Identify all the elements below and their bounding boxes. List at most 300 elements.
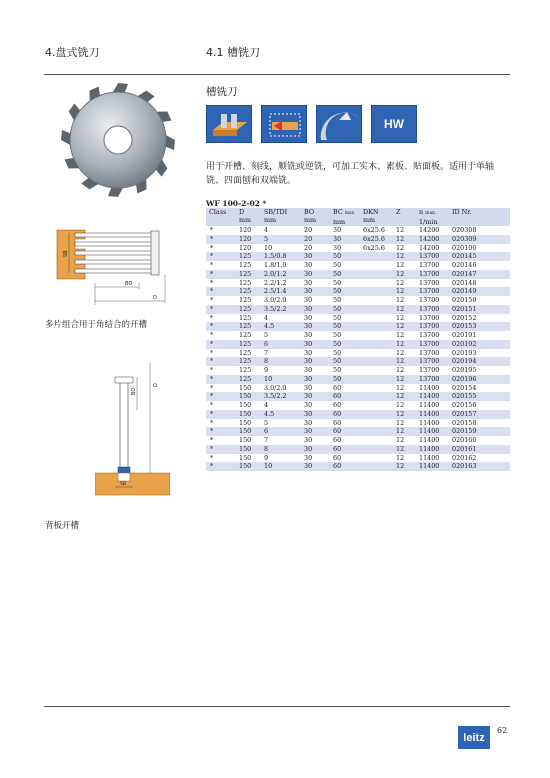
table-cell: 9 [261, 366, 301, 375]
table-cell: 11400 [416, 445, 449, 454]
table-cell: 12 [393, 314, 416, 323]
table-cell: 125 [236, 252, 261, 261]
table-cell: 50 [330, 366, 360, 375]
table-cell: 60 [330, 427, 360, 436]
table-cell: 12 [393, 340, 416, 349]
table-cell: * [206, 454, 236, 463]
table-cell: * [206, 340, 236, 349]
table-cell: 30 [301, 419, 330, 428]
table-cell: 020195 [449, 366, 510, 375]
table-cell: 020153 [449, 322, 510, 331]
table-cell: 50 [330, 357, 360, 366]
table-cell: * [206, 366, 236, 375]
table-row [206, 419, 510, 428]
table-row [206, 340, 510, 349]
table-cell: 4 [261, 226, 301, 235]
table-cell: 6x25.6 [360, 226, 393, 235]
table-row [206, 226, 510, 235]
table-cell: 30 [301, 436, 330, 445]
table-row [206, 349, 510, 358]
table-cell: 5 [261, 235, 301, 244]
bo-dimension-label: BO [125, 281, 133, 287]
table-cell [360, 454, 393, 463]
table-row [206, 401, 510, 410]
table-cell: 13700 [416, 252, 449, 261]
table-cell: 12 [393, 296, 416, 305]
table-cell: * [206, 392, 236, 401]
table-cell: 020157 [449, 410, 510, 419]
table-cell: 11400 [416, 384, 449, 393]
table-cell: 12 [393, 305, 416, 314]
table-cell: 30 [301, 401, 330, 410]
table-cell: 50 [330, 296, 360, 305]
table-row [206, 357, 510, 366]
table-cell: 30 [301, 384, 330, 393]
hw-carbide-icon [371, 105, 417, 143]
sb-dimension-label: SB [120, 482, 126, 487]
table-cell: 20 [301, 226, 330, 235]
table-cell [360, 261, 393, 270]
table-cell: 020191 [449, 331, 510, 340]
table-cell: 150 [236, 392, 261, 401]
col-sb: SB/TDI mm [261, 208, 301, 226]
table-cell: 12 [393, 261, 416, 270]
table-cell: * [206, 384, 236, 393]
table-cell: 150 [236, 410, 261, 419]
table-cell: 120 [236, 226, 261, 235]
header-divider [44, 74, 510, 75]
table-cell: * [206, 436, 236, 445]
table-cell [360, 305, 393, 314]
table-cell: 6x25.6 [360, 235, 393, 244]
table-cell: * [206, 261, 236, 270]
table-cell: 50 [330, 305, 360, 314]
table-cell: * [206, 270, 236, 279]
d-dimension-label: D [153, 295, 157, 301]
table-cell: 12 [393, 279, 416, 288]
table-cell: 125 [236, 314, 261, 323]
table-cell: 50 [330, 322, 360, 331]
table-cell: 150 [236, 427, 261, 436]
table-cell: 30 [301, 314, 330, 323]
table-cell: 4.5 [261, 322, 301, 331]
table-cell [360, 419, 393, 428]
table-row [206, 252, 510, 261]
table-cell: 020149 [449, 287, 510, 296]
table-cell: * [206, 375, 236, 384]
table-cell: 30 [301, 427, 330, 436]
table-row [206, 384, 510, 393]
table-cell: 5 [261, 419, 301, 428]
table-cell: 60 [330, 436, 360, 445]
table-cell: 3.0/2.0 [261, 384, 301, 393]
table-cell: 125 [236, 331, 261, 340]
table-cell [360, 384, 393, 393]
sb-dimension-label: SB [63, 250, 69, 257]
table-cell: 020309 [449, 235, 510, 244]
table-cell: 12 [393, 462, 416, 471]
table-cell: 30 [301, 454, 330, 463]
table-cell: 13700 [416, 314, 449, 323]
col-n: n max. 1/min [416, 208, 449, 226]
table-cell: 30 [301, 357, 330, 366]
table-cell: * [206, 314, 236, 323]
table-cell: 10 [261, 375, 301, 384]
table-cell: 20 [301, 244, 330, 253]
table-cell: 50 [330, 261, 360, 270]
table-row [206, 261, 510, 270]
chapter-title: 4.盘式铣刀 [45, 46, 100, 59]
table-row [206, 366, 510, 375]
col-dkn: DKN mm [360, 208, 393, 226]
table-cell: 12 [393, 436, 416, 445]
table-cell: 60 [330, 392, 360, 401]
table-cell: 13700 [416, 261, 449, 270]
table-cell: 020158 [449, 419, 510, 428]
table-cell: * [206, 357, 236, 366]
table-cell: 020308 [449, 226, 510, 235]
table-cell: * [206, 287, 236, 296]
table-cell: 8 [261, 445, 301, 454]
table-cell: 30 [301, 462, 330, 471]
footer-divider [44, 706, 510, 707]
table-row [206, 314, 510, 323]
table-cell [360, 296, 393, 305]
col-bc: BC max mm [330, 208, 360, 226]
table-cell: 13700 [416, 305, 449, 314]
table-cell: 12 [393, 392, 416, 401]
table-cell: 50 [330, 314, 360, 323]
table-cell: 125 [236, 340, 261, 349]
table-cell [360, 375, 393, 384]
table-cell: 30 [301, 252, 330, 261]
table-cell [360, 410, 393, 419]
table-cell: 020100 [449, 244, 510, 253]
table-cell: * [206, 427, 236, 436]
table-cell: 12 [393, 244, 416, 253]
table-cell: 12 [393, 287, 416, 296]
table-cell: 020193 [449, 349, 510, 358]
table-cell [360, 252, 393, 261]
table-cell: * [206, 305, 236, 314]
table-cell: 020163 [449, 462, 510, 471]
table-cell: 30 [330, 244, 360, 253]
table-cell: 020147 [449, 270, 510, 279]
table-row [206, 296, 510, 305]
table-cell [360, 287, 393, 296]
hw-label: HW [384, 117, 404, 131]
table-cell: 30 [330, 226, 360, 235]
table-cell: 150 [236, 436, 261, 445]
table-cell: 13700 [416, 279, 449, 288]
table-cell: 30 [301, 375, 330, 384]
table-cell: 30 [301, 445, 330, 454]
table-row [206, 305, 510, 314]
table-cell: 12 [393, 427, 416, 436]
table-cell: 50 [330, 375, 360, 384]
table-cell: 125 [236, 375, 261, 384]
table-cell: 10 [261, 462, 301, 471]
table-cell [360, 445, 393, 454]
table-cell: 4.5 [261, 410, 301, 419]
table-cell: 1.8/1.0 [261, 261, 301, 270]
table-cell: * [206, 252, 236, 261]
table-cell: 60 [330, 462, 360, 471]
table-cell: 13700 [416, 270, 449, 279]
table-cell: 12 [393, 454, 416, 463]
back-panel-caption: 背板开槽 [45, 521, 80, 531]
table-cell: 50 [330, 331, 360, 340]
table-cell [360, 427, 393, 436]
table-cell: 30 [301, 366, 330, 375]
table-cell: 12 [393, 270, 416, 279]
table-cell: 11400 [416, 401, 449, 410]
table-cell: * [206, 445, 236, 454]
table-cell: 020155 [449, 392, 510, 401]
table-cell: 30 [301, 279, 330, 288]
table-cell: 020196 [449, 375, 510, 384]
table-cell: * [206, 331, 236, 340]
table-cell: * [206, 322, 236, 331]
table-cell: 125 [236, 366, 261, 375]
table-row [206, 270, 510, 279]
table-cell: 30 [301, 392, 330, 401]
table-cell: 125 [236, 279, 261, 288]
table-cell: 020161 [449, 445, 510, 454]
table-cell [360, 401, 393, 410]
table-cell: 150 [236, 401, 261, 410]
table-header-row [206, 208, 510, 226]
table-cell: * [206, 349, 236, 358]
table-cell: 50 [330, 287, 360, 296]
table-cell: 11400 [416, 462, 449, 471]
table-row [206, 427, 510, 436]
table-cell: 12 [393, 410, 416, 419]
table-cell: 13700 [416, 322, 449, 331]
table-cell [360, 279, 393, 288]
table-cell: 125 [236, 357, 261, 366]
table-cell: 12 [393, 357, 416, 366]
section-header: 4.1 槽铣刀 [206, 46, 260, 59]
table-cell: 9 [261, 454, 301, 463]
table-row [206, 322, 510, 331]
table-cell: 11400 [416, 427, 449, 436]
table-cell: 50 [330, 252, 360, 261]
table-row [206, 410, 510, 419]
table-cell: 14200 [416, 235, 449, 244]
table-cell: 125 [236, 287, 261, 296]
table-cell: 4 [261, 401, 301, 410]
col-bo: BO mm [301, 208, 330, 226]
table-cell: 11400 [416, 436, 449, 445]
table-row [206, 462, 510, 471]
table-cell: 020156 [449, 401, 510, 410]
table-cell: * [206, 410, 236, 419]
table-cell: 125 [236, 322, 261, 331]
table-row [206, 375, 510, 384]
table-cell: * [206, 296, 236, 305]
table-cell: 2.0/1.2 [261, 270, 301, 279]
table-cell: 12 [393, 366, 416, 375]
table-cell: 6x25.6 [360, 244, 393, 253]
table-cell: 30 [301, 349, 330, 358]
table-cell [360, 436, 393, 445]
table-cell [360, 314, 393, 323]
table-cell [360, 357, 393, 366]
table-cell [360, 331, 393, 340]
table-cell: 50 [330, 270, 360, 279]
table-cell [360, 340, 393, 349]
table-cell: 020159 [449, 427, 510, 436]
table-cell: 150 [236, 454, 261, 463]
table-cell: 150 [236, 445, 261, 454]
table-cell: 6 [261, 340, 301, 349]
table-cell: 020145 [449, 252, 510, 261]
edge-milling-icon [261, 105, 307, 143]
table-cell: 12 [393, 252, 416, 261]
table-cell: 7 [261, 436, 301, 445]
table-cell: 125 [236, 349, 261, 358]
table-cell: 12 [393, 322, 416, 331]
table-cell: 11400 [416, 419, 449, 428]
table-cell: 3.5/2.2 [261, 392, 301, 401]
table-cell: 12 [393, 445, 416, 454]
tooth-profile-icon [316, 105, 362, 143]
multi-blade-caption: 多片组合用于角结合的开槽 [45, 320, 148, 330]
product-description: 用于开槽、刻线，顺铣或逆铣，可加工实木、素板、贴面板。适用于单轴铣、四面刨和双端铣。 [206, 162, 495, 186]
table-cell: 125 [236, 296, 261, 305]
table-cell: 30 [301, 296, 330, 305]
table-row [206, 392, 510, 401]
bo-dimension-label: BO [131, 387, 137, 395]
table-cell: 12 [393, 226, 416, 235]
col-z: Z [393, 208, 416, 226]
table-cell: 11400 [416, 392, 449, 401]
table-cell: * [206, 462, 236, 471]
table-cell [360, 322, 393, 331]
table-cell: 30 [301, 270, 330, 279]
table-cell: 020148 [449, 279, 510, 288]
table-cell: 13700 [416, 296, 449, 305]
table-cell: * [206, 419, 236, 428]
table-cell: 020152 [449, 314, 510, 323]
table-cell: 020154 [449, 384, 510, 393]
table-cell: 125 [236, 270, 261, 279]
table-cell: * [206, 244, 236, 253]
table-cell: 3.0/2.0 [261, 296, 301, 305]
col-class: Class [206, 208, 236, 226]
table-cell: 020146 [449, 261, 510, 270]
table-cell: 020162 [449, 454, 510, 463]
table-cell: 20 [301, 235, 330, 244]
table-cell: 12 [393, 384, 416, 393]
saw-blade-image [58, 80, 178, 200]
table-row [206, 331, 510, 340]
table-cell: 30 [301, 410, 330, 419]
back-panel-groove-diagram [95, 355, 170, 500]
product-table [206, 208, 510, 471]
table-row [206, 445, 510, 454]
table-cell [360, 349, 393, 358]
table-cell: * [206, 235, 236, 244]
page-number: 62 [497, 726, 508, 735]
table-cell: 13700 [416, 375, 449, 384]
table-cell: 4 [261, 314, 301, 323]
table-cell: 60 [330, 410, 360, 419]
table-cell: 50 [330, 349, 360, 358]
table-cell: 30 [301, 340, 330, 349]
table-cell: 120 [236, 244, 261, 253]
col-d: D mm [236, 208, 261, 226]
table-cell: 11400 [416, 454, 449, 463]
table-cell: 120 [236, 235, 261, 244]
table-row [206, 235, 510, 244]
table-cell: 020194 [449, 357, 510, 366]
table-cell: 150 [236, 419, 261, 428]
product-title: 槽铣刀 [206, 86, 238, 98]
table-row [206, 279, 510, 288]
table-cell: 30 [301, 322, 330, 331]
table-cell: 150 [236, 384, 261, 393]
table-cell: 30 [301, 305, 330, 314]
table-cell: 8 [261, 357, 301, 366]
table-cell: 50 [330, 340, 360, 349]
table-cell: 020150 [449, 296, 510, 305]
table-cell: 020151 [449, 305, 510, 314]
table-cell [360, 462, 393, 471]
table-cell: * [206, 279, 236, 288]
table-cell: 14200 [416, 244, 449, 253]
table-cell: 10 [261, 244, 301, 253]
table-row [206, 454, 510, 463]
table-cell: 13700 [416, 287, 449, 296]
table-cell: 7 [261, 349, 301, 358]
table-cell: 12 [393, 349, 416, 358]
table-row [206, 436, 510, 445]
table-cell: 12 [393, 331, 416, 340]
table-cell: 60 [330, 401, 360, 410]
table-cell: 2.2/1.2 [261, 279, 301, 288]
table-row [206, 244, 510, 253]
table-cell: 60 [330, 445, 360, 454]
application-icons [206, 105, 417, 143]
table-cell: 020160 [449, 436, 510, 445]
table-cell: 11400 [416, 410, 449, 419]
table-cell: * [206, 226, 236, 235]
table-cell: * [206, 401, 236, 410]
table-title: WF 100-2-02 * [206, 199, 267, 208]
table-cell [360, 270, 393, 279]
table-cell: 14200 [416, 226, 449, 235]
table-row [206, 287, 510, 296]
table-cell: 13700 [416, 331, 449, 340]
table-cell: 60 [330, 384, 360, 393]
table-cell: 1.5/0.8 [261, 252, 301, 261]
table-cell: 30 [301, 287, 330, 296]
table-cell: 13700 [416, 349, 449, 358]
table-cell: 150 [236, 462, 261, 471]
multi-blade-diagram [45, 225, 170, 310]
table-cell: 30 [301, 261, 330, 270]
table-cell: 3.5/2.2 [261, 305, 301, 314]
d-dimension-label: D [153, 383, 159, 387]
table-cell: 6 [261, 427, 301, 436]
table-cell: 020192 [449, 340, 510, 349]
groove-cutting-icon [206, 105, 252, 143]
leitz-logo: leitz [458, 726, 490, 749]
table-cell: 5 [261, 331, 301, 340]
table-cell: 13700 [416, 357, 449, 366]
